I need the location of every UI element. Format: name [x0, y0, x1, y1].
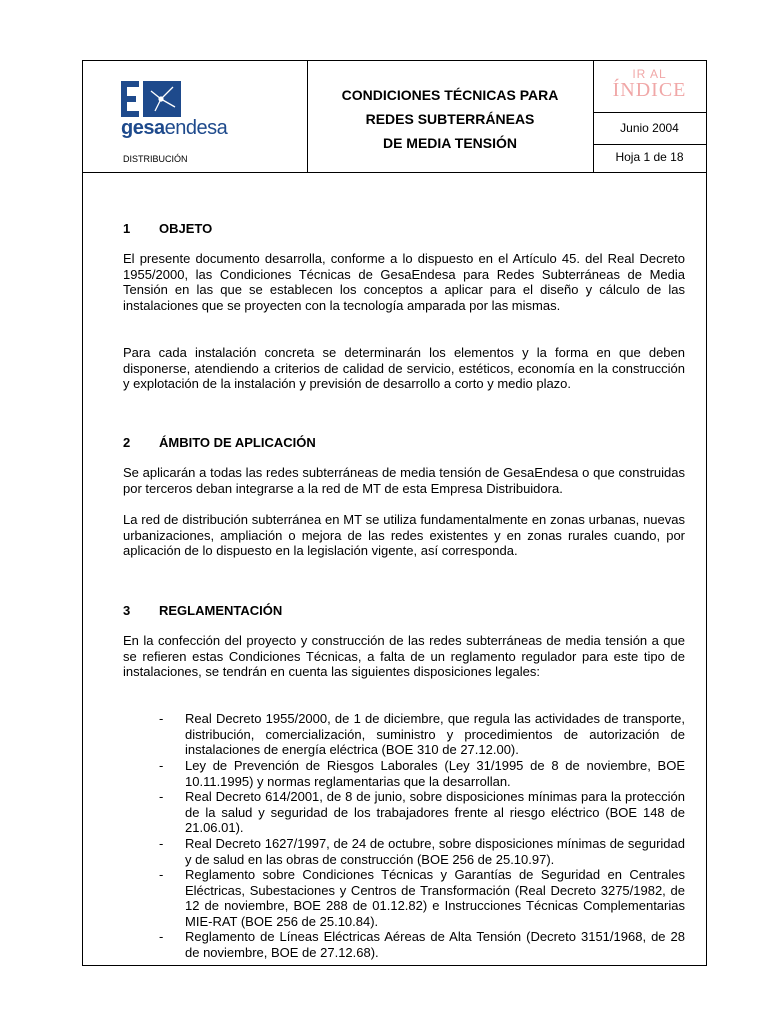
index-link[interactable] [593, 61, 706, 113]
logo-text-bold: gesa [121, 117, 165, 139]
page-cell [593, 145, 706, 172]
page-number: Hoja 1 de 18 [615, 150, 684, 164]
section-number: 3 [123, 603, 131, 618]
list-item-text: Reglamento de Líneas Eléctricas Aéreas de Alta Tensión (Decreto 3151/1968, de 28 de noviembre, BOE de 27.12.68). [185, 929, 685, 960]
list-marker: - [159, 929, 164, 944]
document-date: Junio 2004 [620, 121, 679, 135]
list-item-text: Reglamento sobre Condiciones Técnicas y Garantías de Seguridad en Centrales Eléctricas, Subestaciones y Centros de Transformación (Real Decreto 3275/1982, de 12 de noviembre, BOE 288 de 01.12.82) e Instrucciones Técnicas Complementarias MIE-RAT (BOE 256 de 25.10.84). [185, 867, 685, 929]
index-link-indice[interactable]: ÍNDICE [612, 79, 687, 101]
list-item-text: Real Decreto 1955/2000, de 1 de diciembre, que regula las actividades de transporte, distribución, comercialización, suministro y procedimientos de autorización de instalaciones de energía eléctrica (BOE 310 de 27.12.00). [185, 711, 685, 757]
section-heading-2 [123, 435, 316, 451]
list-marker: - [159, 867, 164, 882]
section-title: ÁMBITO DE APLICACIÓN [159, 435, 316, 450]
title-line-2: REDES SUBTERRÁNEAS [365, 111, 535, 127]
index-link-ir-al[interactable]: IR AL [632, 67, 667, 81]
list-item-text: Real Decreto 614/2001, de 8 de junio, sobre disposiciones mínimas para la protección de la salud y seguridad de los trabajadores frente al riesgo eléctrico (BOE 148 de 21.06.01). [185, 789, 685, 835]
section-heading-3 [123, 603, 282, 619]
list-marker: - [159, 758, 164, 773]
section-heading-1 [123, 221, 212, 237]
paragraph: Se aplicarán a todas las redes subterráneas de media tensión de GesaEndesa o que construidas por terceros deban integrarse a la red de MT de esta Empresa Distribuidora. [123, 465, 685, 496]
section-title: REGLAMENTACIÓN [159, 603, 283, 618]
paragraph: En la confección del proyecto y construcción de las redes subterráneas de media tensión a que se refieren estas Condiciones Técnicas, a falta de un reglamento regulador para este tipo de instalaciones, se tendrán en cuenta las siguientes disposiciones legales: [123, 633, 685, 679]
section-title: OBJETO [159, 221, 213, 236]
list-item-text: Ley de Prevención de Riesgos Laborales (Ley 31/1995 de 8 de noviembre, BOE 10.11.1995) y normas reglamentarias que la desarrollan. [185, 758, 685, 789]
date-cell [593, 113, 706, 145]
header-table [83, 61, 706, 173]
title-line-1: CONDICIONES TÉCNICAS PARA [341, 87, 559, 103]
list-marker: - [159, 836, 164, 851]
list-marker: - [159, 789, 164, 804]
paragraph: Para cada instalación concreta se determinarán los elementos y la forma en que deben disponerse, atendiendo a criterios de calidad de servicio, estéticos, economía en la construcción y explotación de la instalación y previsión de desarrollo a corto y medio plazo. [123, 345, 685, 391]
section-number: 2 [123, 435, 131, 450]
list-item-text: Real Decreto 1627/1997, de 24 de octubre, sobre disposiciones mínimas de seguridad y de salud en las obras de construcción (BOE 256 de 25.10.97). [185, 836, 685, 867]
document-frame [82, 60, 707, 966]
distribution-label: DISTRIBUCIÓN [123, 154, 188, 164]
paragraph: La red de distribución subterránea en MT se utiliza fundamentalmente en zonas urbanas, nuevas urbanizaciones, ampliación o mejora de las redes existentes y en zonas rurales cuando, por aplicación de lo dispuesto en la legislación vigente, así corresponda. [123, 512, 685, 558]
title-line-3: DE MEDIA TENSIÓN [382, 135, 518, 151]
title-cell [307, 61, 594, 172]
meta-cell [593, 61, 706, 172]
logo-cell [83, 61, 308, 172]
logo-wordmark [121, 117, 227, 140]
paragraph: El presente documento desarrolla, conforme a lo dispuesto en el Artículo 45. del Real Decreto 1955/2000, las Condiciones Técnicas de GesaEndesa para Redes Subterráneas de Media Tensión en las que se establecen los conceptos a aplicar para el diseño y cálculo de las instalaciones que se proyecten con la tecnología amparada por las mismas. [123, 251, 685, 313]
list-marker: - [159, 711, 164, 726]
section-number: 1 [123, 221, 131, 236]
logo-text-regular: endesa [164, 117, 228, 139]
